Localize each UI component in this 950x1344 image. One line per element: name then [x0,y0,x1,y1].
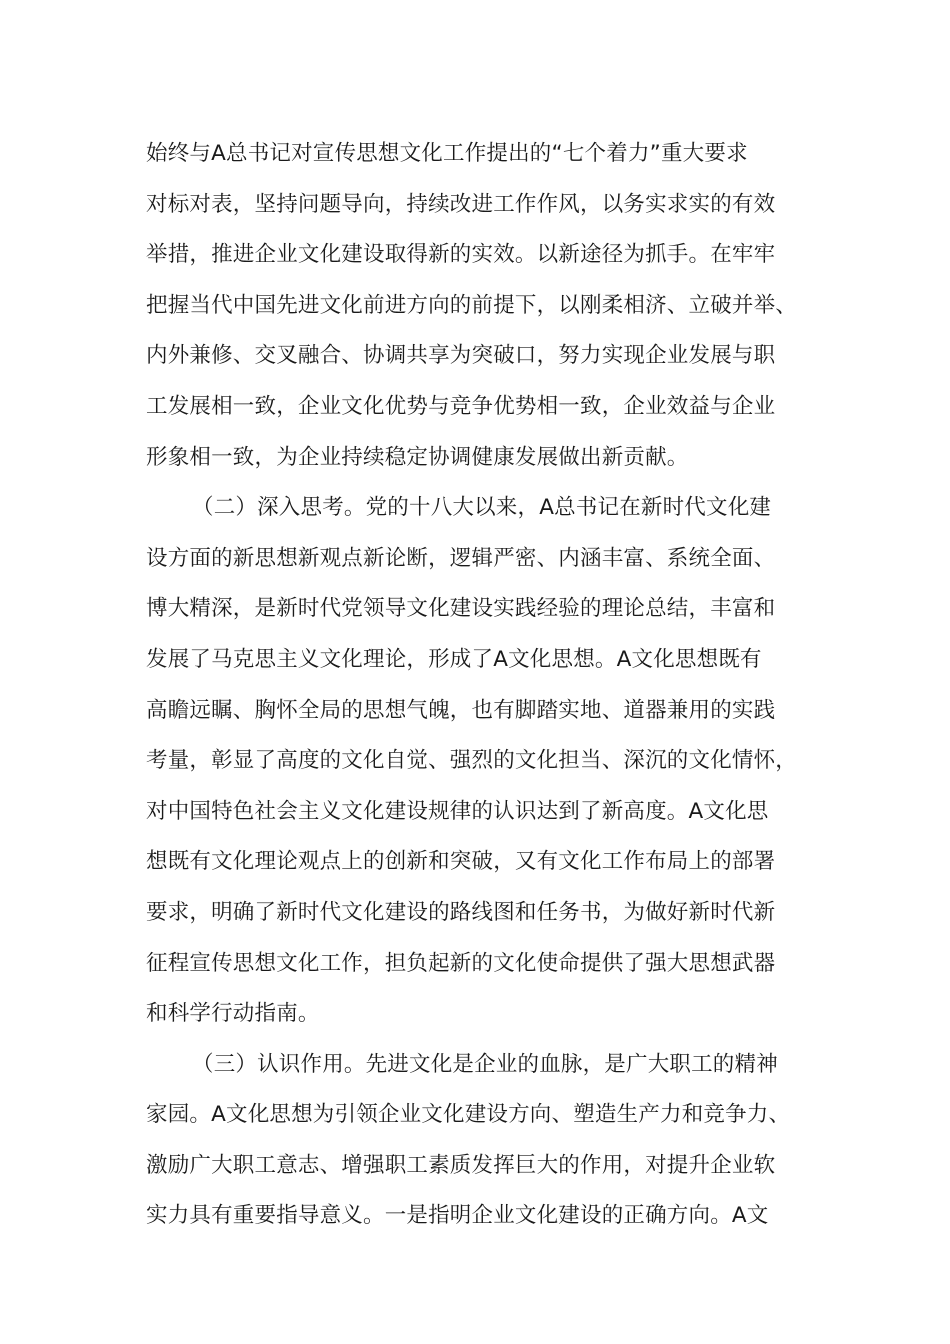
text-line: 激励广大职工意志、增强职工素质发挥巨大的作用，对提升企业软 [146,1152,776,1178]
text-line: 始终与A总书记对宣传思想文化工作提出的“七个着力”重大要求 [146,141,748,166]
text-line: 工发展相一致，企业文化优势与竞争优势相一致，企业效益与企业 [146,393,776,419]
text-line: 对中国特色社会主义文化建设规律的认识达到了新高度。A文化思 [146,798,769,824]
text-line: 举措，推进企业文化建设取得新的实效。以新途径为抓手。在牢牢 [146,242,776,268]
text-line: 内外兼修、交叉融合、协调共享为突破口，努力实现企业发展与职 [146,343,776,369]
text-line: 设方面的新思想新观点新论断，逻辑严密、内涵丰富、系统全面、 [146,545,776,571]
text-line: 高瞻远瞩、胸怀全局的思想气魄，也有脚踏实地、道器兼用的实践 [146,697,776,723]
text-line: 家园。A文化思想为引领企业文化建设方向、塑造生产力和竞争力、 [146,1102,791,1128]
text-line: 和科学行动指南。 [146,1001,320,1027]
text-line: 对标对表，坚持问题导向，持续改进工作作风，以务实求实的有效 [146,191,776,217]
text-line: 要求，明确了新时代文化建设的路线图和任务书，为做好新时代新 [146,899,776,925]
text-line: 形象相一致，为企业持续稳定协调健康发展做出新贡献。 [146,444,689,470]
text-line: 发展了马克思主义文化理论，形成了A文化思想。A文化思想既有 [146,646,762,672]
text-line: 考量，彰显了高度的文化自觉、强烈的文化担当、深沉的文化情怀， [146,748,798,774]
text-line: 把握当代中国先进文化前进方向的前提下，以刚柔相济、立破并举、 [146,292,798,318]
text-line: 想既有文化理论观点上的创新和突破，又有文化工作布局上的部署 [146,849,776,875]
document-body [146,129,822,1242]
text-line: 博大精深，是新时代党领导文化建设实践经验的理论总结，丰富和 [146,596,776,622]
text-line: 实力具有重要指导意义。一是指明企业文化建设的正确方向。A文 [146,1203,769,1229]
paragraph-start-line: （三）认识作用。先进文化是企业的血脉，是广大职工的精神 [192,1051,778,1077]
paragraph-start-line: （二）深入思考。党的十八大以来，A总书记在新时代文化建 [192,495,772,521]
text-line: 征程宣传思想文化工作，担负起新的文化使命提供了强大思想武器 [146,950,776,976]
